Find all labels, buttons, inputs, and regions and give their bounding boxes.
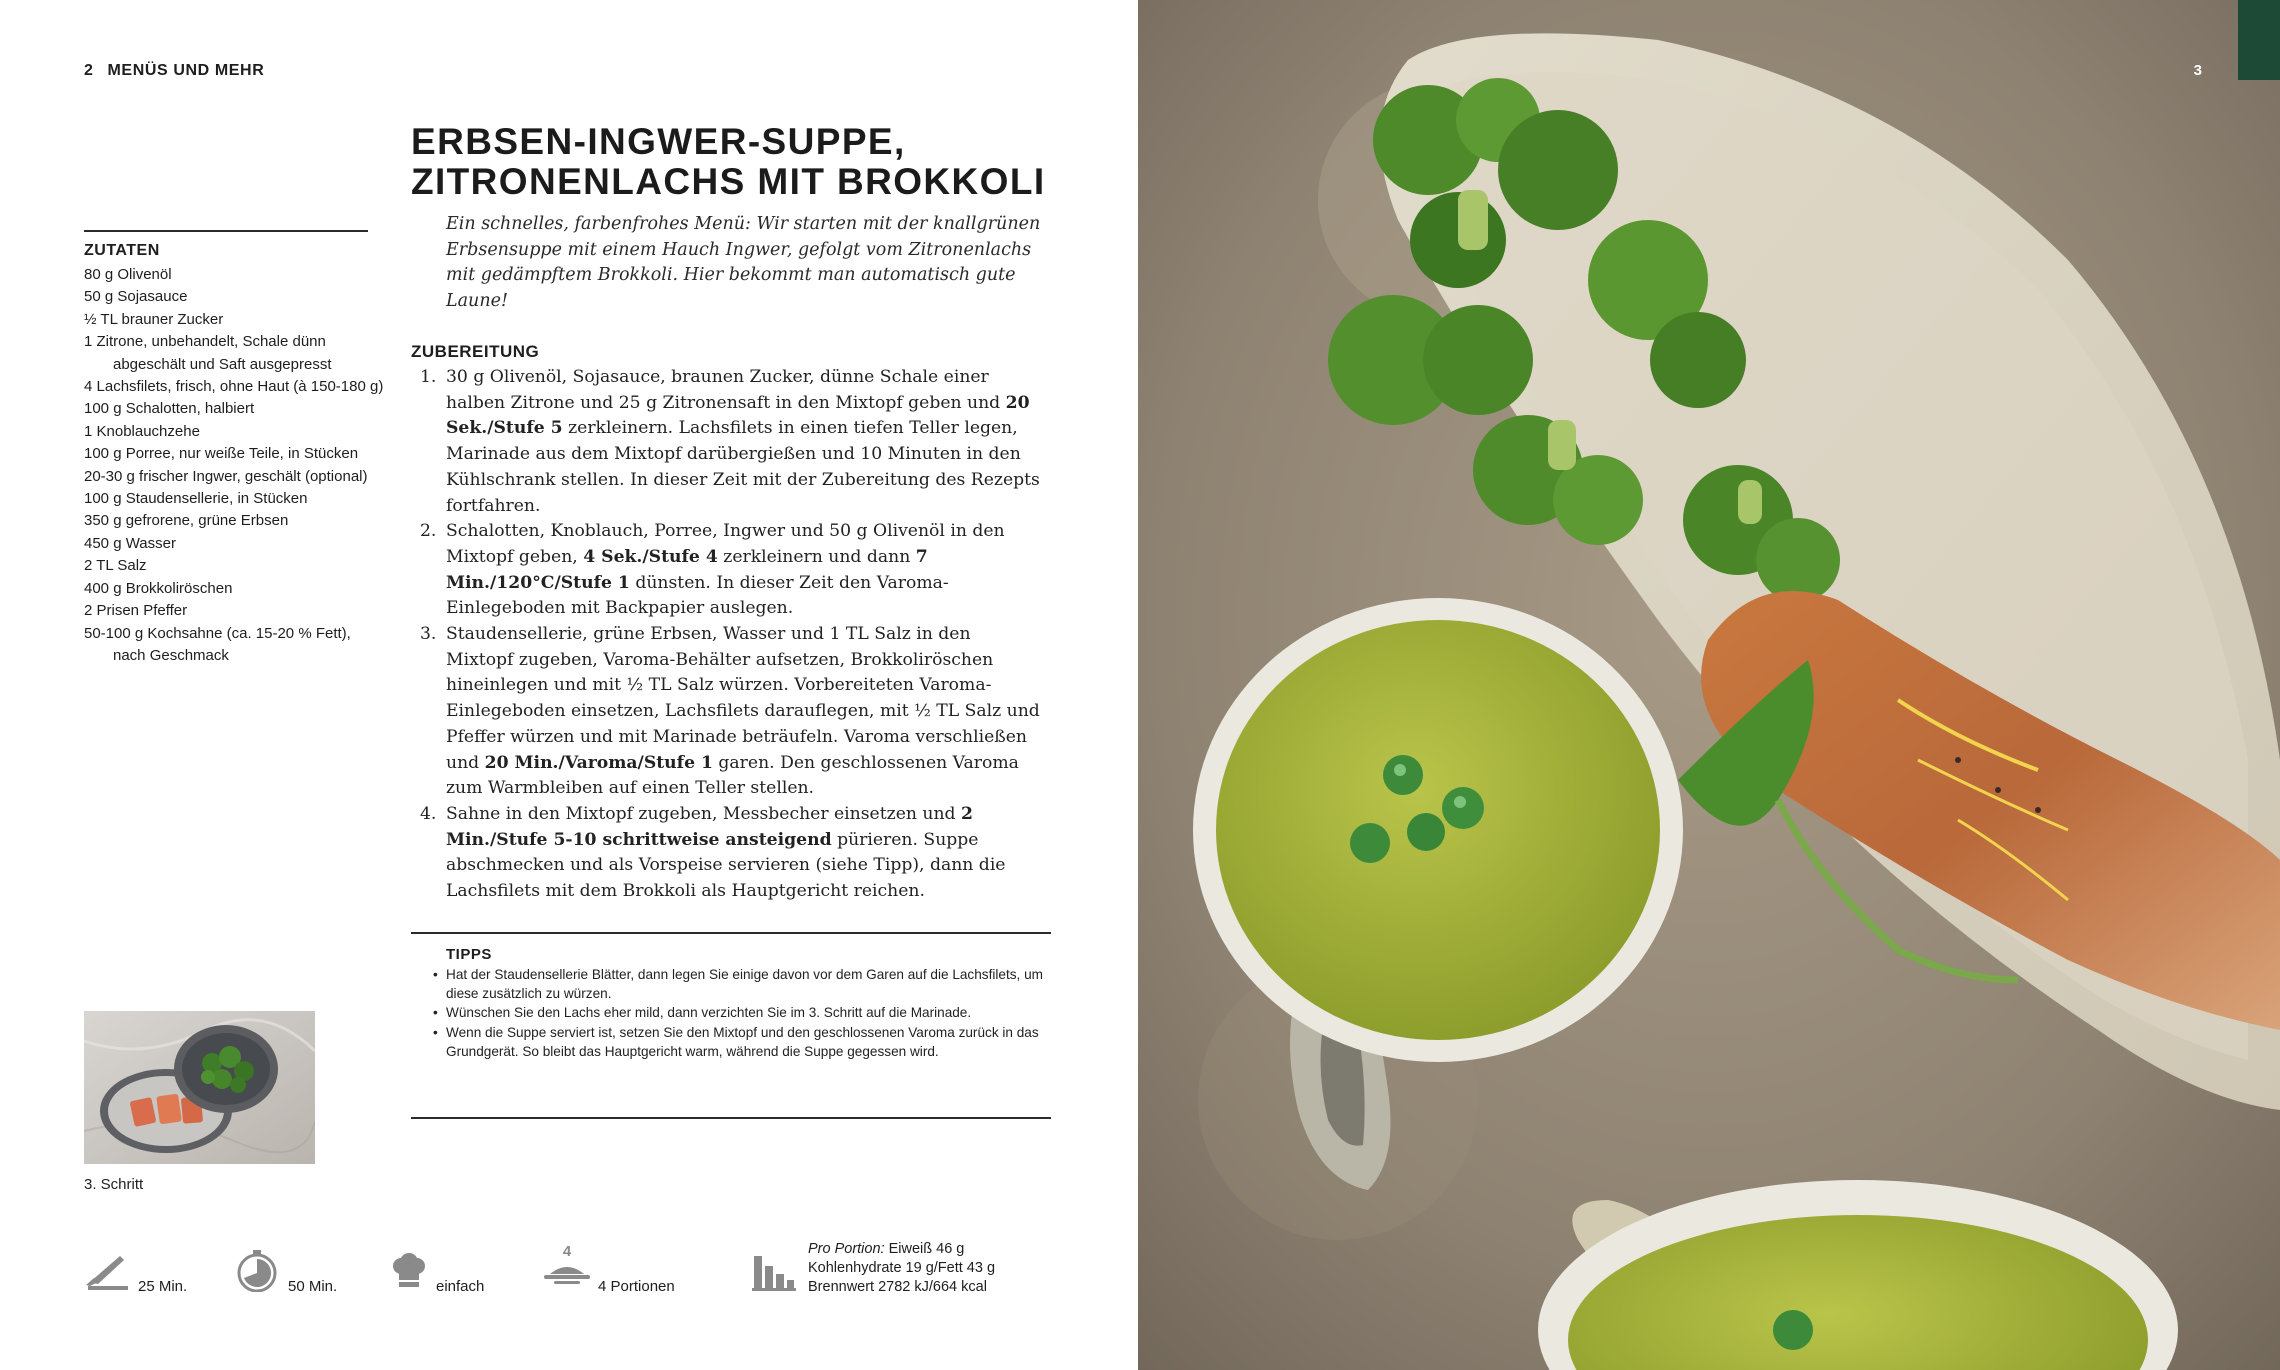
prep-time-info xyxy=(84,1248,214,1298)
timer-icon xyxy=(236,1250,278,1292)
step-setting: 2 Min./Stufe 5-10 schrittweise ansteigend xyxy=(446,803,973,850)
nutrition-energy: Brennwert 2782 kJ/664 kcal xyxy=(808,1279,987,1295)
right-page-number: 3 xyxy=(2193,62,2202,79)
ingredient-item: 450 g Wasser xyxy=(84,534,176,552)
step-text: 30 g Olivenöl, Sojasauce, braunen Zucker, dünne Schale einer halben Zitrone und 25 g Zitronensaft in den Mixtopf geben und xyxy=(446,367,1006,413)
ingredient-item: ½ TL brauner Zucker xyxy=(84,310,224,328)
page-header xyxy=(84,62,264,80)
step-text: garen. Den geschlossenen Varoma zum Warmbleiben auf einen Teller stellen. xyxy=(446,752,1019,799)
step-photo-caption: 3. Schritt xyxy=(84,1176,144,1193)
portions-icon-number: 4 xyxy=(562,1243,572,1260)
tips-list xyxy=(433,965,1048,1061)
ingredient-item: 20-30 g frischer Ingwer, geschält (optional) xyxy=(84,467,368,485)
knife-board-icon xyxy=(84,1252,132,1292)
ingredient-item: 1 Zitrone, unbehandelt, Schale dünn abgeschält und Saft ausgepresst xyxy=(84,333,332,373)
preparation-steps xyxy=(420,365,1040,905)
step-text: Schalotten, Knoblauch, Porree, Ingwer und 50 g Olivenöl in den Mixtopf geben, xyxy=(446,521,1005,567)
preparation-step xyxy=(420,365,1040,519)
section-title: MENÜS UND MEHR xyxy=(107,62,265,79)
chef-hat-icon xyxy=(390,1252,428,1290)
ingredient-item: 80 g Olivenöl xyxy=(84,266,172,283)
tip-item: • Wenn die Suppe serviert ist, setzen Sie den Mixtopf und den geschlossenen Varoma zurück in das Grundgerät. So bleibt das Hauptgericht warm, während die Suppe gegessen wird. xyxy=(433,1023,1048,1061)
step-setting: 20 Sek./Stufe 5 xyxy=(446,392,1030,439)
nutrition-info xyxy=(808,1240,995,1297)
food-photo-page xyxy=(1138,0,2280,1370)
tip-item: • Wünschen Sie den Lachs eher mild, dann verzichten Sie im 3. Schritt auf die Marinade. xyxy=(433,1003,1048,1022)
ingredient-item: 2 Prisen Pfeffer xyxy=(84,602,188,620)
portions-label: 4 Portionen xyxy=(598,1278,675,1295)
difficulty-info xyxy=(390,1248,500,1298)
step-text: zerkleinern und dann xyxy=(717,546,916,567)
nutrition-chart-icon xyxy=(752,1252,796,1292)
nutrition-carbs-fat: Kohlenhydrate 19 g/Fett 43 g xyxy=(808,1260,996,1276)
ingredient-item: 2 TL Salz xyxy=(84,557,147,575)
tip-item: • Hat der Staudensellerie Blätter, dann legen Sie einige davon vor dem Garen auf die Lachsfilets, um diese zusätzlich zu würzen. xyxy=(433,965,1048,1003)
chapter-tab xyxy=(2238,0,2280,80)
step-number: 1. xyxy=(420,367,437,387)
difficulty-label: einfach xyxy=(436,1278,485,1295)
ingredient-item: 100 g Porree, nur weiße Teile, in Stücken xyxy=(84,445,359,463)
step-3-photo xyxy=(84,1011,315,1164)
recipe-title xyxy=(411,122,1111,202)
step-setting: 7 Min./120°C/Stufe 1 xyxy=(446,546,928,593)
step-text: zerkleinern. Lachsfilets in einen tiefen Teller legen, Marinade aus dem Mixtopf darübergießen und 10 Minuten in den Kühlschrank stellen. In dieser Zeit mit der Zubereitung des Rezepts fortfahren. xyxy=(446,418,1040,516)
ingredient-item: 1 Knoblauchzehe xyxy=(84,422,200,440)
food-photo xyxy=(1138,0,2280,1370)
plate-icon xyxy=(542,1242,592,1288)
preparation-step xyxy=(420,802,1040,905)
step-text: dünsten. In dieser Zeit den Varoma-Einlegeboden mit Backpapier auslegen. xyxy=(446,572,949,619)
recipe-title-line-1: ERBSEN-INGWER-SUPPE, xyxy=(411,121,906,162)
ingredient-item: 100 g Staudensellerie, in Stücken xyxy=(84,490,308,508)
ingredients-heading: ZUTATEN xyxy=(84,242,160,259)
portions-info xyxy=(540,1243,690,1298)
recipe-intro: Ein schnelles, farbenfrohes Menü: Wir starten mit der knallgrünen Erbsensuppe mit einem Hauch Ingwer, gefolgt vom Zitronenlachs mit gedämpftem Brokkoli. Hier bekommt man automatisch gute Laune! xyxy=(446,214,1041,311)
nutrition-label: Pro Portion: xyxy=(808,1241,885,1257)
preparation-heading: ZUBEREITUNG xyxy=(411,342,540,361)
preparation-step xyxy=(420,622,1040,802)
ingredient-item: 4 Lachsfilets, frisch, ohne Haut (à 150-180 g) xyxy=(84,378,384,396)
ingredient-item: 350 g gefrorene, grüne Erbsen xyxy=(84,512,289,530)
ingredient-item: 400 g Brokkoliröschen xyxy=(84,579,233,597)
ingredients-list xyxy=(84,264,384,667)
step-number: 4. xyxy=(420,803,437,824)
tips-heading: TIPPS xyxy=(446,946,492,963)
step-text: Staudensellerie, grüne Erbsen, Wasser und 1 TL Salz in den Mixtopf zugeben, Varoma-Behälter aufsetzen, Brokkoliröschen hineinlegen und mit ½ TL Salz würzen. Vorbereiteten Varoma-Einlegeboden einsetzen, Lachsfilets darauflegen, mit ½ TL Salz und Pfeffer würzen und mit Marinade beträufeln. Varoma verschließen und xyxy=(446,624,1040,773)
total-time-info xyxy=(236,1248,366,1298)
step-text: pürieren. Suppe abschmecken und als Vorspeise servieren (siehe Tipp), dann die Lachsfilets mit dem Brokkoli als Hauptgericht reichen. xyxy=(446,829,1006,902)
tips-divider-top xyxy=(411,932,1051,934)
total-time-label: 50 Min. xyxy=(288,1278,338,1295)
step-number: 3. xyxy=(420,624,437,645)
ingredient-item: 50 g Sojasauce xyxy=(84,288,188,306)
step-setting: 20 Min./Varoma/Stufe 1 xyxy=(484,752,713,773)
step-text: Sahne in den Mixtopf zugeben, Messbecher einsetzen und xyxy=(446,803,962,824)
ingredient-item: 100 g Schalotten, halbiert xyxy=(84,400,255,418)
step-setting: 4 Sek./Stufe 4 xyxy=(583,546,718,567)
tips-divider-bottom xyxy=(411,1117,1051,1119)
step-number: 2. xyxy=(420,521,437,542)
preparation-step xyxy=(420,519,1040,622)
nutrition-protein: Eiweiß 46 g xyxy=(888,1241,965,1257)
ingredient-item: 50-100 g Kochsahne (ca. 15-20 % Fett), nach Geschmack xyxy=(84,624,351,664)
ingredients-divider xyxy=(84,230,368,232)
recipe-title-line-2: ZITRONENLACHS MIT BROKKOLI xyxy=(411,161,1046,202)
prep-time-label: 25 Min. xyxy=(138,1278,188,1295)
page-number: 2 xyxy=(84,62,94,79)
left-page xyxy=(0,0,1138,1370)
